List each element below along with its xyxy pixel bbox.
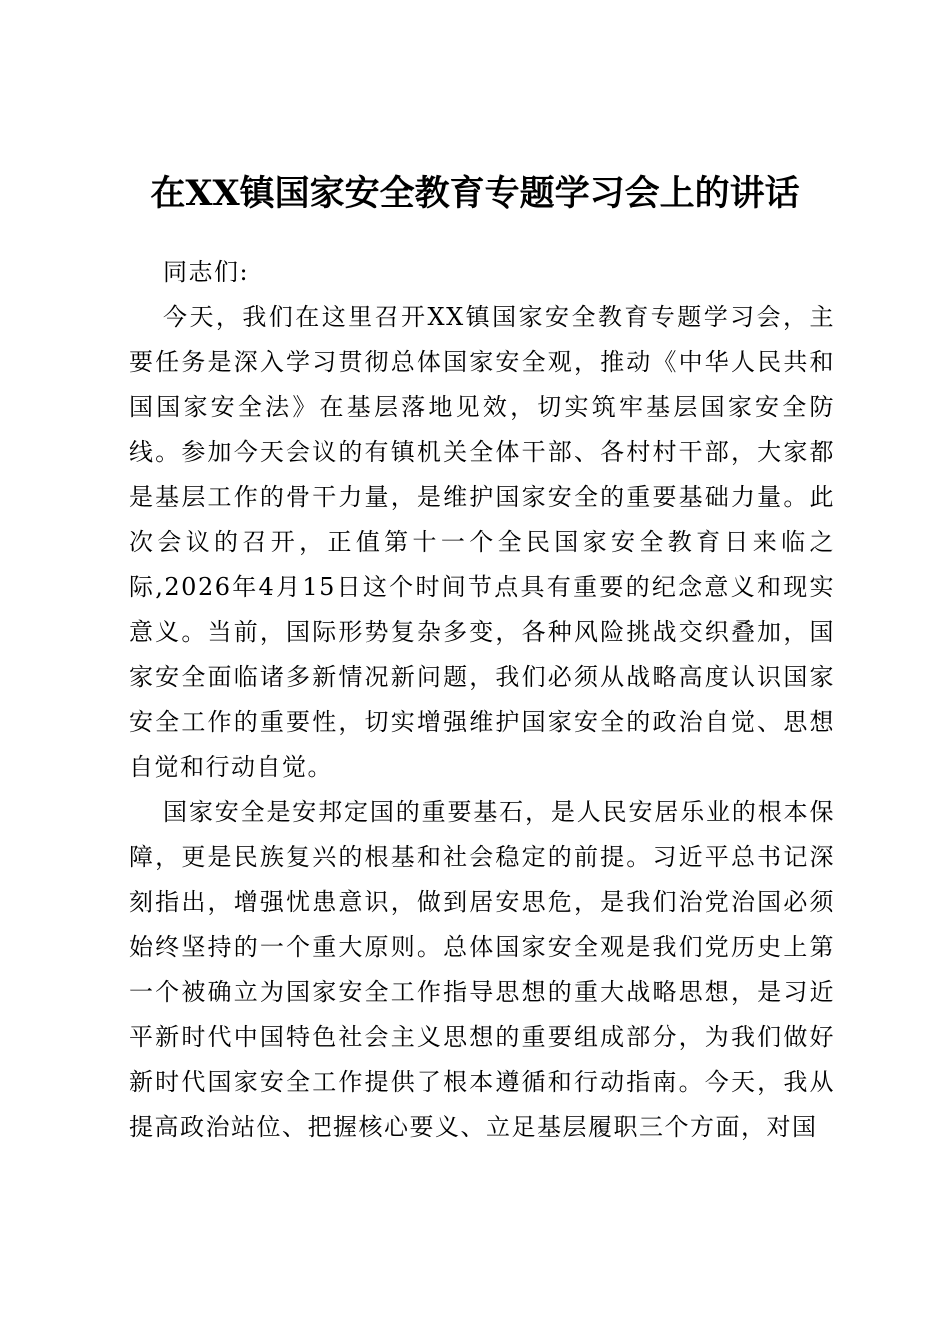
paragraph-1: 今天，我们在这里召开XX镇国家安全教育专题学习会，主要任务是深入学习贯彻总体国家安全观，推动《中华人民共和国国家安全法》在基层落地见效，切实筑牢基层国家安全防线。参加今天会议的有镇机关全体干部、各村村干部，大家都是基层工作的骨干力量，是维护国家安全的重要基础力量。此次会议的召开，正值第十一个全民国家安全教育日来临之际,2026年4月15日这个时间节点具有重要的纪念意义和现实意义。当前，国际形势复杂多变，各种风险挑战交织叠加，国家安全面临诸多新情况新问题，我们必须从战略高度认识国家安全工作的重要性，切实增强维护国家安全的政治自觉、思想自觉和行动自觉。 (129, 303, 835, 781)
salutation: 同志们: (163, 258, 250, 286)
document-body (129, 250, 835, 1150)
document-title: 在XX镇国家安全教育专题学习会上的讲话 (150, 173, 800, 214)
paragraph-2: 国家安全是安邦定国的重要基石，是人民安居乐业的根本保障，更是民族复兴的根基和社会稳定的前提。习近平总书记深刻指出，增强忧患意识，做到居安思危，是我们治党治国必须始终坚持的一个重大原则。总体国家安全观是我们党历史上第一个被确立为国家安全工作指导思想的重大战略思想，是习近平新时代中国特色社会主义思想的重要组成部分，为我们做好新时代国家安全工作提供了根本遵循和行动指南。今天，我从提高政治站位、把握核心要义、立足基层履职三个方面，对国 (129, 798, 835, 1141)
